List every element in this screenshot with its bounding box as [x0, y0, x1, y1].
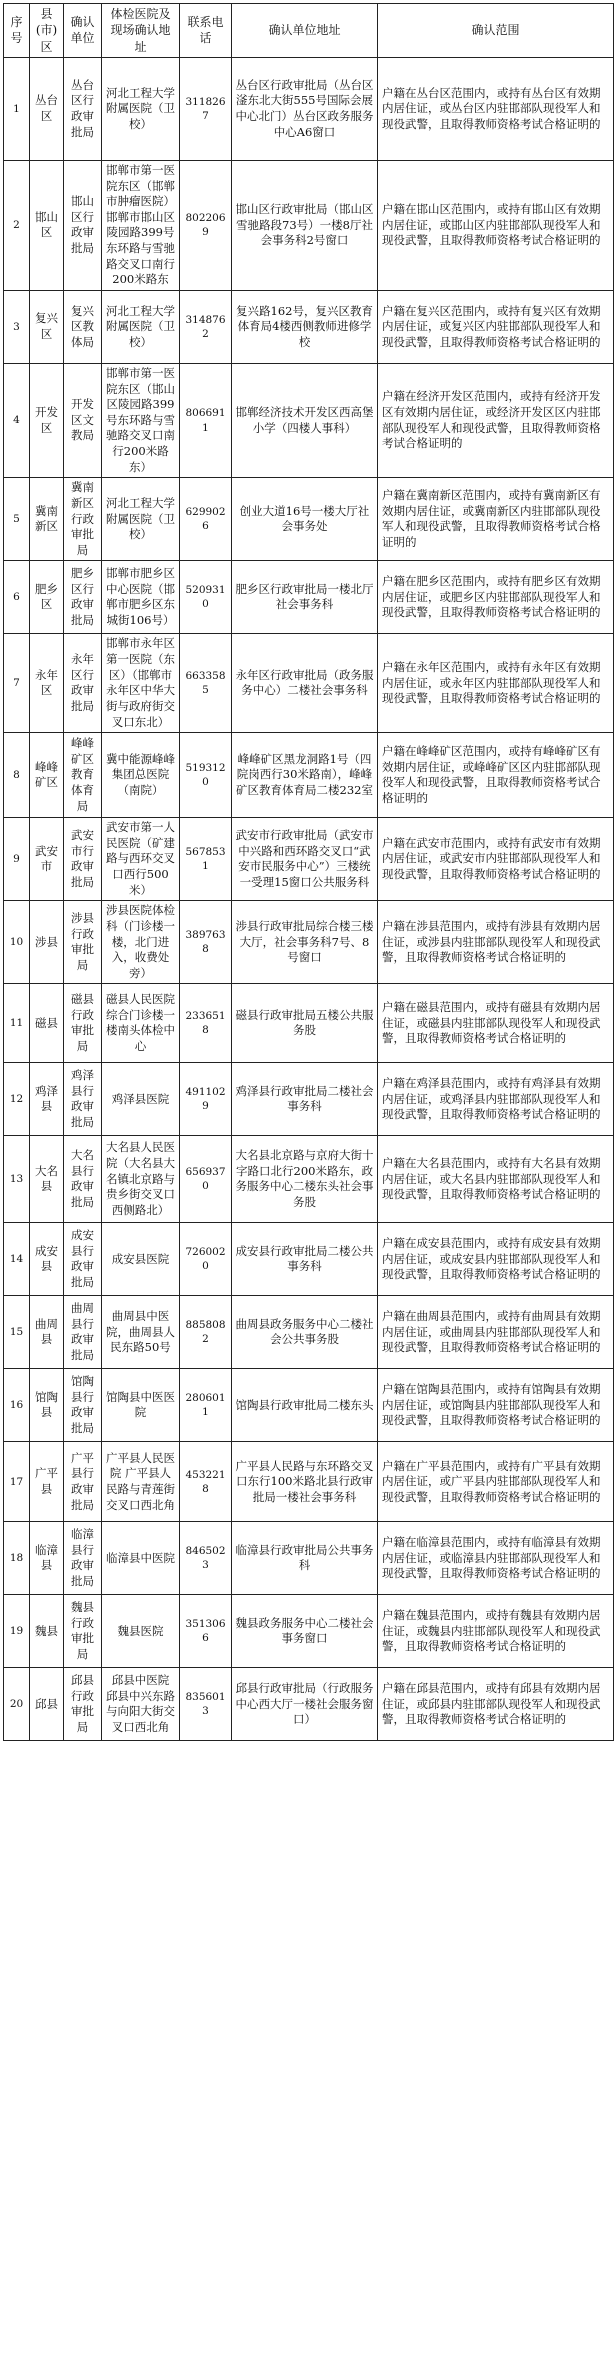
header-row: [4, 4, 614, 58]
hospital-cell: 魏县医院: [102, 1595, 180, 1668]
table-row: [4, 363, 614, 477]
hospital-cell: 曲周县中医院，曲周县人民东路50号: [102, 1296, 180, 1369]
seq-cell: 14: [4, 1223, 30, 1296]
phone-cell: 8022069: [180, 160, 232, 290]
hospital-cell: 邱县中医院 邱县中兴东路与向阳大街交叉口西北角: [102, 1668, 180, 1741]
address-cell: 峰峰矿区黑龙洞路1号（四院岗西行30米路南），峰峰矿区教育体育局二楼232室: [232, 733, 378, 818]
seq-cell: 19: [4, 1595, 30, 1668]
address-cell: 临漳县行政审批局公共事务科: [232, 1522, 378, 1595]
hospital-cell: 冀中能源峰峰集团总医院（南院）: [102, 733, 180, 818]
header-phone: 联系电话: [180, 4, 232, 58]
table-row: [4, 57, 614, 160]
unit-cell: 永年区行政审批局: [64, 634, 102, 733]
unit-cell: 丛台区行政审批局: [64, 57, 102, 160]
hospital-cell: 邯郸市第一医院东区（邯郸市肿瘤医院）邯郸市邯山区陵园路399号东环路与雪驰路交叉口南行200米路东: [102, 160, 180, 290]
address-cell: 大名县北京路与京府大街十字路口北行200米路东，政务服务中心二楼东头社会事务股: [232, 1136, 378, 1223]
scope-cell: 户籍在广平县范围内，或持有广平县有效期内居住证，或广平县内驻邯部队现役军人和现役武警，且取得教师资格考试合格证明的: [378, 1442, 614, 1522]
scope-cell: 户籍在鸡泽县范围内，或持有鸡泽县有效期内居住证，或鸡泽县内驻邯部队现役军人和现役武警，且取得教师资格考试合格证明的: [378, 1063, 614, 1136]
hospital-cell: 武安市第一人民医院（矿建路与西环交叉口西行500米）: [102, 818, 180, 901]
seq-cell: 10: [4, 901, 30, 984]
scope-cell: 户籍在复兴区范围内，或持有复兴区有效期内居住证，或复兴区内驻邯部队现役军人和现役武警，且取得教师资格考试合格证明的: [378, 290, 614, 363]
phone-cell: 8465023: [180, 1522, 232, 1595]
county-cell: 冀南新区: [30, 478, 64, 561]
hospital-cell: 河北工程大学附属医院（卫校）: [102, 290, 180, 363]
table-row: [4, 478, 614, 561]
hospital-cell: 临漳县中医院: [102, 1522, 180, 1595]
phone-cell: 8066911: [180, 363, 232, 477]
seq-cell: 13: [4, 1136, 30, 1223]
confirmation-sites-table: [3, 3, 614, 1741]
unit-cell: 武安市行政审批局: [64, 818, 102, 901]
table-row: [4, 1223, 614, 1296]
unit-cell: 曲周县行政审批局: [64, 1296, 102, 1369]
unit-cell: 邱县行政审批局: [64, 1668, 102, 1741]
phone-cell: 6569370: [180, 1136, 232, 1223]
phone-cell: 6299026: [180, 478, 232, 561]
hospital-cell: 磁县人民医院综合门诊楼一楼南头体检中心: [102, 984, 180, 1063]
unit-cell: 冀南新区行政审批局: [64, 478, 102, 561]
seq-cell: 17: [4, 1442, 30, 1522]
table-row: [4, 733, 614, 818]
table-row: [4, 1136, 614, 1223]
county-cell: 魏县: [30, 1595, 64, 1668]
scope-cell: 户籍在涉县范围内，或持有涉县有效期内居住证，或涉县内驻邯部队现役军人和现役武警，且取得教师资格考试合格证明的: [378, 901, 614, 984]
scope-cell: 户籍在冀南新区范围内，或持有冀南新区有效期内居住证，或冀南新区内驻邯部队现役军人和现役武警，且取得教师资格考试合格证明的: [378, 478, 614, 561]
county-cell: 临漳县: [30, 1522, 64, 1595]
address-cell: 武安市行政审批局（武安市中兴路和西环路交叉口“武安市民服务中心”）三楼统一受理15窗口公共服务科: [232, 818, 378, 901]
phone-cell: 3513066: [180, 1595, 232, 1668]
unit-cell: 大名县行政审批局: [64, 1136, 102, 1223]
header-seq: 序号: [4, 4, 30, 58]
address-cell: 邯山区行政审批局（邯山区雪驰路段73号）一楼8厅社会事务科2号窗口: [232, 160, 378, 290]
address-cell: 永年区行政审批局（政务服务中心）二楼社会事务科: [232, 634, 378, 733]
seq-cell: 20: [4, 1668, 30, 1741]
county-cell: 曲周县: [30, 1296, 64, 1369]
table-row: [4, 1369, 614, 1442]
header-hospital: 体检医院及现场确认地址: [102, 4, 180, 58]
hospital-cell: 涉县医院体检科（门诊楼一楼，北门进入，收费处旁）: [102, 901, 180, 984]
address-cell: 馆陶县行政审批局二楼东头: [232, 1369, 378, 1442]
scope-cell: 户籍在曲周县范围内，或持有曲周县有效期内居住证，或曲周县内驻邯部队现役军人和现役武警，且取得教师资格考试合格证明的: [378, 1296, 614, 1369]
address-cell: 成安县行政审批局二楼公共事务科: [232, 1223, 378, 1296]
unit-cell: 馆陶县行政审批局: [64, 1369, 102, 1442]
county-cell: 开发区: [30, 363, 64, 477]
address-cell: 广平县人民路与东环路交叉口东行100米路北县行政审批局一楼社会事务科: [232, 1442, 378, 1522]
phone-cell: 3118267: [180, 57, 232, 160]
address-cell: 魏县政务服务中心二楼社会事务窗口: [232, 1595, 378, 1668]
address-cell: 邯郸经济技术开发区西高堡小学（四楼人事科）: [232, 363, 378, 477]
phone-cell: 8858082: [180, 1296, 232, 1369]
county-cell: 鸡泽县: [30, 1063, 64, 1136]
seq-cell: 8: [4, 733, 30, 818]
unit-cell: 成安县行政审批局: [64, 1223, 102, 1296]
county-cell: 复兴区: [30, 290, 64, 363]
table-row: [4, 818, 614, 901]
phone-cell: 4532218: [180, 1442, 232, 1522]
phone-cell: 3148762: [180, 290, 232, 363]
seq-cell: 5: [4, 478, 30, 561]
phone-cell: 5193120: [180, 733, 232, 818]
seq-cell: 18: [4, 1522, 30, 1595]
unit-cell: 肥乡区行政审批局: [64, 561, 102, 634]
unit-cell: 峰峰矿区教育体育局: [64, 733, 102, 818]
seq-cell: 11: [4, 984, 30, 1063]
header-unit: 确认单位: [64, 4, 102, 58]
phone-cell: 5678531: [180, 818, 232, 901]
seq-cell: 4: [4, 363, 30, 477]
county-cell: 大名县: [30, 1136, 64, 1223]
county-cell: 邯山区: [30, 160, 64, 290]
header-address: 确认单位地址: [232, 4, 378, 58]
phone-cell: 8356013: [180, 1668, 232, 1741]
table-row: [4, 1296, 614, 1369]
unit-cell: 开发区文教局: [64, 363, 102, 477]
seq-cell: 7: [4, 634, 30, 733]
scope-cell: 户籍在成安县范围内，或持有成安县有效期内居住证，或成安县内驻邯部队现役军人和现役武警，且取得教师资格考试合格证明的: [378, 1223, 614, 1296]
table-row: [4, 160, 614, 290]
unit-cell: 复兴区教体局: [64, 290, 102, 363]
hospital-cell: 邯郸市第一医院东区（邯山区陵园路399号东环路与雪驰路交叉口南行200米路东）: [102, 363, 180, 477]
county-cell: 武安市: [30, 818, 64, 901]
county-cell: 广平县: [30, 1442, 64, 1522]
scope-cell: 户籍在峰峰矿区范围内，或持有峰峰矿区有效期内居住证，或峰峰矿区区内驻邯部队现役军人和现役武警，且取得教师资格考试合格证明的: [378, 733, 614, 818]
table-row: [4, 984, 614, 1063]
table-row: [4, 1063, 614, 1136]
phone-cell: 2336518: [180, 984, 232, 1063]
hospital-cell: 河北工程大学附属医院（卫校）: [102, 57, 180, 160]
scope-cell: 户籍在魏县范围内，或持有魏县有效期内居住证，或魏县内驻邯部队现役军人和现役武警，且取得教师资格考试合格证明的: [378, 1595, 614, 1668]
scope-cell: 户籍在武安市范围内，或持有武安市有效期内居住证，或武安市内驻邯部队现役军人和现役武警，且取得教师资格考试合格证明的: [378, 818, 614, 901]
address-cell: 丛台区行政审批局（丛台区滏东北大街555号国际会展中心北门）丛台区政务服务中心A6窗口: [232, 57, 378, 160]
county-cell: 涉县: [30, 901, 64, 984]
hospital-cell: 馆陶县中医医院: [102, 1369, 180, 1442]
table-row: [4, 561, 614, 634]
table-row: [4, 1522, 614, 1595]
phone-cell: 3897638: [180, 901, 232, 984]
scope-cell: 户籍在经济开发区范围内，或持有经济开发区有效期内居住证，或经济开发区区内驻邯部队现役军人和现役武警，且取得教师资格考试合格证明的: [378, 363, 614, 477]
table-row: [4, 1595, 614, 1668]
scope-cell: 户籍在肥乡区范围内，或持有肥乡区有效期内居住证，或肥乡区内驻邯部队现役军人和现役武警，且取得教师资格考试合格证明的: [378, 561, 614, 634]
unit-cell: 魏县行政审批局: [64, 1595, 102, 1668]
hospital-cell: 广平县人民医院 广平县人民路与青莲街交叉口西北角: [102, 1442, 180, 1522]
address-cell: 涉县行政审批局综合楼三楼大厅，社会事务科7号、8号窗口: [232, 901, 378, 984]
hospital-cell: 邯郸市永年区第一医院（东区）（邯郸市永年区中华大街与政府街交叉口东北）: [102, 634, 180, 733]
hospital-cell: 大名县人民医院（大名县大名镇北京路与贵乡街交叉口西侧路北）: [102, 1136, 180, 1223]
seq-cell: 6: [4, 561, 30, 634]
unit-cell: 涉县行政审批局: [64, 901, 102, 984]
scope-cell: 户籍在邯山区范围内，或持有邯山区有效期内居住证，或邯山区内驻邯部队现役军人和现役武警，且取得教师资格考试合格证明的: [378, 160, 614, 290]
phone-cell: 4911029: [180, 1063, 232, 1136]
county-cell: 丛台区: [30, 57, 64, 160]
scope-cell: 户籍在大名县范围内，或持有大名县有效期内居住证，或大名县内驻邯部队现役军人和现役武警，且取得教师资格考试合格证明的: [378, 1136, 614, 1223]
scope-cell: 户籍在馆陶县范围内，或持有馆陶县有效期内居住证，或馆陶县内驻邯部队现役军人和现役武警，且取得教师资格考试合格证明的: [378, 1369, 614, 1442]
hospital-cell: 河北工程大学附属医院（卫校）: [102, 478, 180, 561]
scope-cell: 户籍在磁县范围内，或持有磁县有效期内居住证，或磁县内驻邯部队现役军人和现役武警，且取得教师资格考试合格证明的: [378, 984, 614, 1063]
hospital-cell: 邯郸市肥乡区中心医院（邯郸市肥乡区东城街106号）: [102, 561, 180, 634]
county-cell: 永年区: [30, 634, 64, 733]
address-cell: 创业大道16号一楼大厅社会事务处: [232, 478, 378, 561]
scope-cell: 户籍在永年区范围内，或持有永年区有效期内居住证，或永年区内驻邯部队现役军人和现役武警，且取得教师资格考试合格证明的: [378, 634, 614, 733]
county-cell: 成安县: [30, 1223, 64, 1296]
address-cell: 曲周县政务服务中心二楼社会公共事务股: [232, 1296, 378, 1369]
hospital-cell: 成安县医院: [102, 1223, 180, 1296]
header-county: 县(市)区: [30, 4, 64, 58]
table-row: [4, 290, 614, 363]
scope-cell: 户籍在临漳县范围内，或持有临漳县有效期内居住证，或临漳县内驻邯部队现役军人和现役武警，且取得教师资格考试合格证明的: [378, 1522, 614, 1595]
address-cell: 复兴路162号，复兴区教育体育局4楼西侧教师进修学校: [232, 290, 378, 363]
scope-cell: 户籍在邱县范围内，或持有邱县有效期内居住证，或邱县内驻邯部队现役军人和现役武警，且取得教师资格考试合格证明的: [378, 1668, 614, 1741]
county-cell: 肥乡区: [30, 561, 64, 634]
county-cell: 磁县: [30, 984, 64, 1063]
address-cell: 肥乡区行政审批局一楼北厅社会事务科: [232, 561, 378, 634]
seq-cell: 3: [4, 290, 30, 363]
unit-cell: 临漳县行政审批局: [64, 1522, 102, 1595]
county-cell: 峰峰矿区: [30, 733, 64, 818]
address-cell: 磁县行政审批局五楼公共服务股: [232, 984, 378, 1063]
unit-cell: 邯山区行政审批局: [64, 160, 102, 290]
address-cell: 邱县行政审批局（行政服务中心西大厅一楼社会服务窗口）: [232, 1668, 378, 1741]
seq-cell: 12: [4, 1063, 30, 1136]
header-scope: 确认范围: [378, 4, 614, 58]
scope-cell: 户籍在丛台区范围内，或持有丛台区有效期内居住证，或丛台区内驻邯部队现役军人和现役武警，且取得教师资格考试合格证明的: [378, 57, 614, 160]
unit-cell: 广平县行政审批局: [64, 1442, 102, 1522]
seq-cell: 15: [4, 1296, 30, 1369]
phone-cell: 2806011: [180, 1369, 232, 1442]
unit-cell: 磁县行政审批局: [64, 984, 102, 1063]
seq-cell: 9: [4, 818, 30, 901]
hospital-cell: 鸡泽县医院: [102, 1063, 180, 1136]
address-cell: 鸡泽县行政审批局二楼社会事务科: [232, 1063, 378, 1136]
seq-cell: 1: [4, 57, 30, 160]
seq-cell: 16: [4, 1369, 30, 1442]
phone-cell: 5209310: [180, 561, 232, 634]
county-cell: 馆陶县: [30, 1369, 64, 1442]
table-row: [4, 1442, 614, 1522]
seq-cell: 2: [4, 160, 30, 290]
table-row: [4, 901, 614, 984]
unit-cell: 鸡泽县行政审批局: [64, 1063, 102, 1136]
table-row: [4, 1668, 614, 1741]
phone-cell: 7260020: [180, 1223, 232, 1296]
phone-cell: 6633585: [180, 634, 232, 733]
county-cell: 邱县: [30, 1668, 64, 1741]
table-row: [4, 634, 614, 733]
